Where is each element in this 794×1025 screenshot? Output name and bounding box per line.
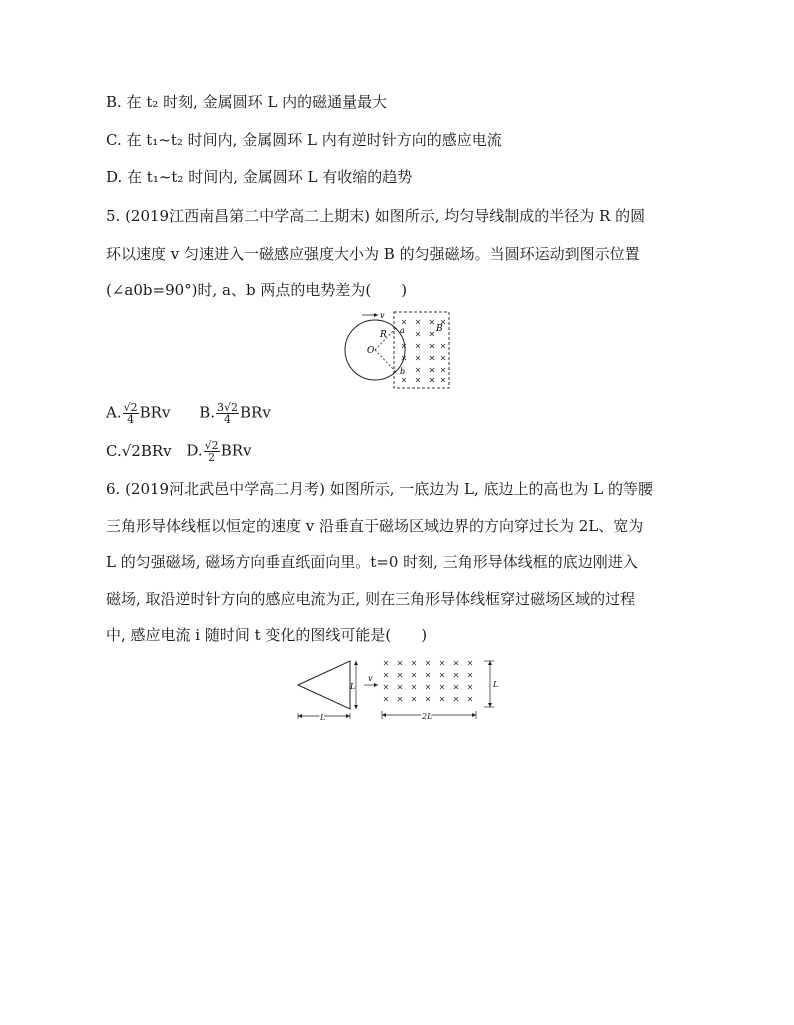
label-v: v: [380, 311, 385, 320]
label-v6: v: [368, 674, 373, 683]
q5-line-1: 5. (2019江西南昌第二中学高二上期末) 如图所示, 均匀导线制成的半径为 R 的圆: [106, 207, 646, 225]
q5-option-c-label: C.: [106, 441, 122, 460]
q5-options-row-2: [106, 440, 251, 463]
q5-option-b-fraction: [216, 402, 239, 425]
q5-option-d-num: √2: [204, 439, 219, 452]
label-2L: 2L: [422, 712, 433, 721]
q6-line-3: L 的匀强磁场, 磁场方向垂直纸面向里。t=0 时刻, 三角形导体线框的底边刚进入: [106, 553, 638, 571]
label-a: a: [400, 326, 405, 335]
q5-option-d-tail: BRv: [220, 441, 252, 460]
q5-option-b-den: 4: [224, 413, 231, 426]
q5-ring-figure: [340, 310, 455, 392]
q5-option-d-fraction: [204, 440, 220, 463]
triangle-frame: [298, 661, 350, 709]
label-O: O: [367, 346, 375, 356]
q5-option-b: [199, 402, 271, 425]
q5-option-d-label: D.: [186, 441, 203, 460]
option-c-text: C. 在 t₁~t₂ 时间内, 金属圆环 L 内有逆时针方向的感应电流: [106, 131, 502, 149]
q5-line-2: 环以速度 v 匀速进入一磁感应强度大小为 B 的匀强磁场。当圆环运动到图示位置: [106, 245, 640, 263]
q5-option-b-tail: BRv: [240, 403, 271, 422]
q5-options-row-1: [106, 402, 271, 425]
q5-option-a-fraction: [123, 402, 139, 425]
label-L-bottom: L: [320, 713, 326, 722]
q5-option-d-den: 2: [208, 451, 216, 464]
label-R: R: [380, 330, 387, 340]
q6-triangle-figure: [292, 655, 507, 725]
q5-option-a-den: 4: [127, 413, 135, 426]
q5-option-c: [106, 441, 172, 461]
q5-option-a-label: A.: [106, 403, 122, 422]
q5-line-3: (∠a0b=90°)时, a、b 两点的电势差为( ): [106, 281, 408, 299]
field-crosses-6: [384, 661, 472, 701]
option-b-text: B. 在 t₂ 时刻, 金属圆环 L 内的磁通量最大: [106, 93, 388, 111]
q5-option-b-num: 3√2: [217, 401, 239, 414]
q5-option-a: [106, 402, 170, 425]
q5-option-a-num: √2: [123, 401, 138, 414]
q5-option-d: [186, 440, 251, 463]
label-L-field: L: [493, 680, 499, 689]
q6-line-4: 磁场, 取沿逆时针方向的感应电流为正, 则在三角形导体线框穿过磁场区域的过程: [106, 590, 636, 608]
q6-line-1: 6. (2019河北武邑中学高二月考) 如图所示, 一底边为 L, 底边上的高也为 L 的等腰: [106, 480, 654, 498]
option-d-text: D. 在 t₁~t₂ 时间内, 金属圆环 L 有收缩的趋势: [106, 168, 413, 186]
label-L-side: L: [350, 682, 356, 691]
q6-line-2: 三角形导体线框以恒定的速度 v 沿垂直于磁场区域边界的方向穿过长为 2L、宽为: [106, 517, 644, 535]
q6-line-5: 中, 感应电流 i 随时间 t 变化的图线可能是( ): [106, 626, 428, 644]
q5-option-b-label: B.: [199, 403, 215, 422]
q5-option-c-text: √2BRv: [121, 441, 172, 460]
q5-option-a-tail: BRv: [139, 403, 171, 422]
label-B: B: [436, 324, 443, 334]
label-b: b: [400, 367, 406, 376]
